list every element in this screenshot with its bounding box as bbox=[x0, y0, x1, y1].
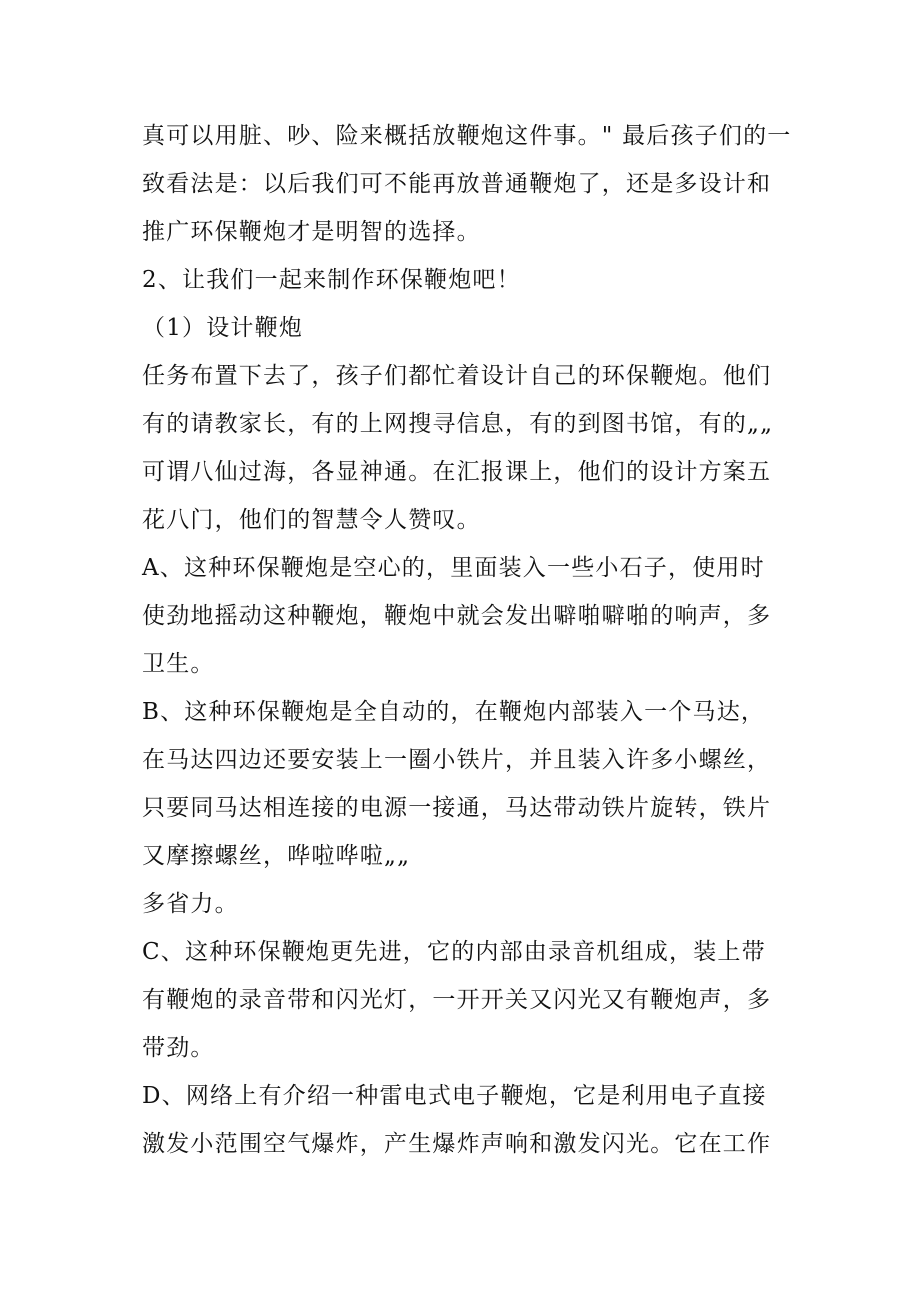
item-b-line: B、这种环保鞭炮是全自动的，在鞭炮内部装入一个马达， bbox=[142, 699, 766, 725]
item-b-line: 在马达四边还要安装上一圈小铁片，并且装入许多小螺丝， bbox=[142, 747, 772, 773]
text-line: 任务布置下去了，孩子们都忙着设计自己的环保鞭炮。他们 bbox=[142, 363, 772, 389]
item-c-line: C、这种环保鞭炮更先进，它的内部由录音机组成，装上带 bbox=[142, 939, 766, 965]
item-b-line: 多省力。 bbox=[142, 891, 239, 917]
text-line: 推广环保鞭炮才是明智的选择。 bbox=[142, 219, 481, 245]
item-c-line: 带劲。 bbox=[142, 1035, 215, 1061]
item-b-line: 又摩擦螺丝，哗啦哗啦„„ bbox=[142, 843, 411, 869]
text-line: 致看法是：以后我们可不能再放普通鞭炮了，还是多设计和 bbox=[142, 171, 772, 197]
text-line: 真可以用脏、吵、险来概括放鞭炮这件事。" 最后孩子们的一 bbox=[142, 123, 792, 149]
text-line: 有的请教家长，有的上网搜寻信息，有的到图书馆，有的„„ bbox=[142, 411, 774, 437]
item-d-line: D、网络上有介绍一种雷电式电子鞭炮，它是利用电子直接 bbox=[142, 1083, 767, 1109]
text-line: 花八门，他们的智慧令人赞叹。 bbox=[142, 507, 481, 533]
document-body bbox=[142, 112, 792, 1168]
item-a-line: 卫生。 bbox=[142, 651, 215, 677]
item-a-line: A、这种环保鞭炮是空心的，里面装入一些小石子，使用时 bbox=[142, 555, 765, 581]
item-b-line: 只要同马达相连接的电源一接通，马达带动铁片旋转，铁片 bbox=[142, 795, 772, 821]
section-heading: 2、让我们一起来制作环保鞭炮吧！ bbox=[142, 267, 521, 293]
item-d-line: 激发小范围空气爆炸，产生爆炸声响和激发闪光。它在工作 bbox=[142, 1131, 772, 1157]
item-c-line: 有鞭炮的录音带和闪光灯，一开开关又闪光又有鞭炮声，多 bbox=[142, 987, 772, 1013]
item-a-line: 使劲地摇动这种鞭炮，鞭炮中就会发出噼啪噼啪的响声，多 bbox=[142, 603, 772, 629]
text-line: 可谓八仙过海，各显神通。在汇报课上，他们的设计方案五 bbox=[142, 459, 772, 485]
subsection-heading: （1）设计鞭炮 bbox=[142, 315, 304, 341]
